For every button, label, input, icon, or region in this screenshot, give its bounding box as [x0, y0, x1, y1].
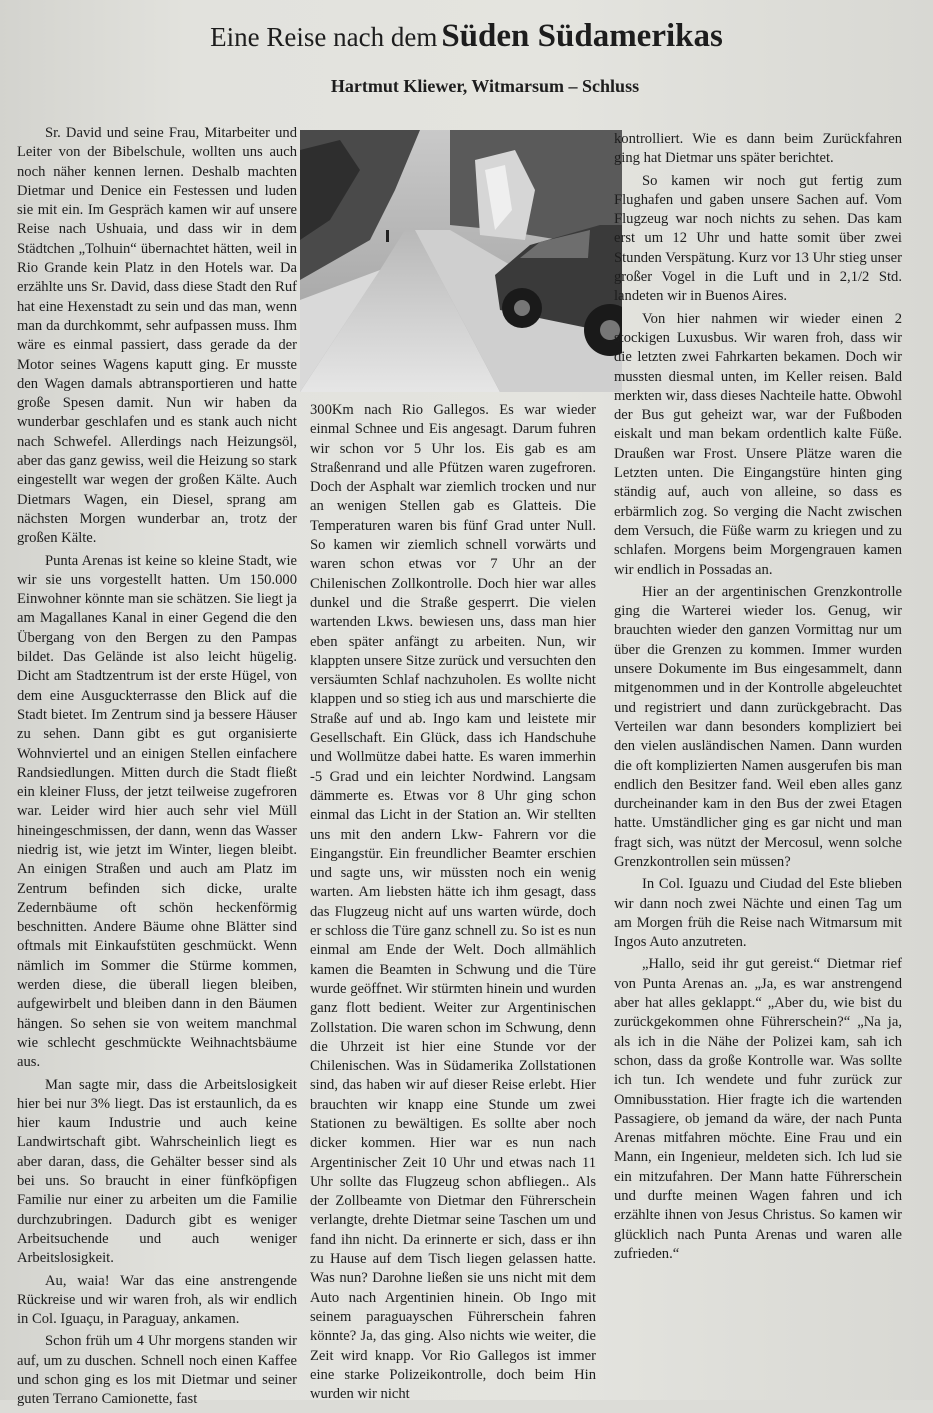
paragraph: 300Km nach Rio Gallegos. Es war wieder einmal Schnee und Eis angesagt. Darum fuhren wir schon vor 5 Uhr los. Eis gab es am Straßenrand und alle Pfützen waren zugefroren. Doch der Asphalt war ziemlich trocken und nur an wenigen Stellen gab es Glatteis. Die Temperaturen waren bis fünf Grad unter Null. So kamen wir ziemlich schnell vorwärts und waren schon etwas vor 7 Uhr an der Chilenischen Zollkontrolle. Doch hier war alles dunkel und die Straße gesperrt. Die vielen wartenden Lkws. bewiesen uns, dass man hier eben später anfängt zu arbeiten. Nun, wir klappten unsere Sitze zurück und versuchten den versäumten Schlaf nachzuholen. Es wollte nicht klappen und so stieg ich aus und marschierte die Straße auf und ab. Ingo kam und leistete mir Gesellschaft. Ein Glück, dass ich Handschuhe und Wollmütze dabei hatte. Es waren immerhin -5 Grad und ein leichter Nordwind. Langsam dämmerte es. Etwas vor 8 Uhr ging schon einmal das Licht in der Station an. Wir stellten uns mit den andern Lkw- Fahrern vor die Eingangstür. Ein freundlicher Beamter erschien und sagte uns, wir müssten noch ein wenig warten. Am liebsten hätte ich ihm gesagt, dass das Flugzeug nicht auf uns warten würde, doch er schloss die Türe ganz schnell zu. So ist es nun einmal am Ende der Welt. Doch allmählich kamen die Beamten in Schwung und die Türe wurde geöffnet. Wir stürmten hinein und wurden ganz flott bedient. Weiter zur Argentinischen Zollstation. Die waren schon im Schwung, denn die Uhrzeit ist hier eine Stunde vor der Chilenischen. Was in Südamerika Zollstationen sind, das haben wir auf dieser Reise erlebt. Hier brauchten wir knapp eine Stunde um zwei Stationen zu bewältigen. Es sollte aber noch dicker kommen. Hier war es nun nach Argentinischer Zeit 10 Uhr und etwas nach 11 Uhr sollte das Flugzeug schon abfliegen.. Als der Zollbeamte von Dietmar den Führerschein verlangte, drehte Dietmar seine Taschen um und fand ihn nicht. Da erinnerte er sich, dass er ihn zu Hause auf dem Tisch liegen gelassen hatte. Was nun? Darohne ließen sie uns nicht mit dem Auto nach Argentinien hinein. Ob Ingo mit seinem paraguayschen Führerschein fahren könnte? Ja, das ging. Also nichts wie weiter, die Zeit wird knapp. Vor Rio Gallegos ist immer eine starke Polizeikontrolle, doch beim Hin wurden wir nicht: [310, 402, 596, 1403]
paragraph: Sr. David und seine Frau, Mitarbeiter und Leiter von der Bibelschule, wollten uns auch noch näher kennen lernen. Deshalb machten Dietmar und Denice ein Festessen und luden sie mit ein. Im Gespräch kamen wir auf unsere Reise nach Ushuaia, und dass wir in dem Städtchen „Tolhuin“ übernachtet hätten, weil in Rio Grande kein Platz in den Hotels war. Da erzählte uns Sr. David, dass diese Stadt den Ruf hat eine Hexenstadt zu sein und das man, wenn man da durchkommt, sehr aufpassen muss. Ihm wäre es einmal passiert, dass gerade da der Motor seines Wagens kaputt ging. Er musste den Wagen damals abtransportieren und hatte große Spesen damit. Nun wir haben da wunderbar geschlafen und es stank auch nicht nach Schwefel. Allerdings nach Heizungsöl, aber das ganz gewiss, weil die Heizung so stark eingestellt war wegen der großen Kälte. Auch Dietmars Wagen, ein Diesel, sprang am nächsten Morgen wunderbar an, trotz der großen Kälte.: [17, 125, 297, 547]
paragraph: Punta Arenas ist keine so kleine Stadt, wie wir sie uns vorgestellt hatten. Um 150.000 Einwohner könnte man sie schätzen. Sie liegt ja am Magallanes Kanal in einer Gegend die den Übergang von den Bergen zu den Pampas bildet. Das Gelände ist also leicht hügelig. Dicht am Stadtzentrum ist der erste Hügel, von dem eine Ausguckterrasse den Blick auf die Stadt bietet. Im Zentrum sind ja bessere Häuser zu sehen. Dann gibt es gut organisierte Wohnviertel und an einigen Stellen einfachere Randsiedlungen. Mitten durch die Stadt fließt ein kleiner Fluss, der jetzt teilweise zugefroren war. Leider wird hier auch sehr viel Müll hineingeschmissen, der dann, wenn das Wasser niedrig ist, wie jetzt im Winter, liegen bleibt. An einigen Straßen und auch am Platz im Zentrum befinden sich dicke, uralte Zedernbäume oft schön heckenförmig beschnitten. Andere Bäume ohne Blätter sind oftmals mit Einkaufstüten geschmückt. Wenn nämlich im Sommer die Stürme kommen, werden diese, die überall liegen bleiben, aufgewirbelt und bleiben dann in den Bäumen hängen. So sehen sie von weitem manchmal wie schlecht geschmückte Weihnachtsbäume aus.: [17, 552, 297, 1071]
text-column-2: [310, 401, 596, 1407]
paragraph: Von hier nahmen wir wieder einen 2 stockigen Luxusbus. Wir waren froh, dass wir die letzten zwei Fahrkarten bekamen. Doch wir mussten diesmal unten, im Keller reisen. Bald merkten wir, dass dieses Nachteile hatte. Obwohl der Bus gut geheizt war, war der Fußboden eiskalt und man bekam ordentlich kalte Füße. Draußen war Frost. Unsere Plätze waren die Letzten unten. Die Eingangstüre hinten ging ständig auf, auch von alleine, so dass es erbärmlich zog. So verging die Nacht zwischen dem Versuch, die Füße warm zu kriegen und zu schlafen. Morgens beim Morgengrauen kamen wir endlich in Possadas an.: [614, 310, 902, 578]
title-light: Eine Reise nach dem: [210, 22, 438, 52]
paragraph: Schon früh um 4 Uhr morgens standen wir auf, um zu duschen. Schnell noch einen Kaffee und schon ging es los mit Dietmar und seiner guten Terrano Camionette, fast: [17, 1333, 297, 1408]
paragraph: „Hallo, seid ihr gut gereist.“ Dietmar rief von Punta Arenas an. „Ja, es war anstrengend aber hat alles geklappt.“ „Aber du, wie bist du zurückgekommen ohne Führerschein?“ „Na ja, als ich in die Nähe der Polizei kam, sah ich schon, dass da große Kontrolle war. Was sollte ich tun. Ich wendete und fuhr zurück zur Omnibusstation. Hier fragte ich die wartenden Passagiere, ob jemand da wäre, der nach Punta Arenas mitfahren möchte. Eine Frau und ein Mann, ein Ingenieur, meldeten sich. Ich lud sie ein mitzufahren. Der Mann hatte Führerschein und durfte meinen Wagen fahren und ich erzählte ihnen von Jesus Christus. So kamen wir glücklich nach Punta Arenas und waren alle zufrieden.“: [614, 956, 902, 1262]
paragraph: Hier an der argentinischen Grenzkontrolle ging die Warterei wieder los. Genug, wir brauchten wieder den ganzen Vormittag nur um über die Grenzen zu kommen. Immer wurden unsere Dokumente im Bus eingesammelt, dann mitgenommen und in der Kontrolle abgeleuchtet und registriert und dann zurückgebracht. Das Verteilen war dann besonders kompliziert bei den vielen ausländischen Namen. Dann wurden die oft komplizierten Namen ausgerufen bis man endlich den Besitzer fand. Weil eben alles ganz durcheinander kam in den Bus der zwei Etagen hatte. Umständlicher ging es gar nicht und man fragt sich, was nützt der Mercosul, wenn solche Grenzkontrollen sein müssen?: [614, 583, 902, 870]
paragraph: So kamen wir noch gut fertig zum Flughafen und gaben unsere Sachen auf. Vom Flugzeug war noch nichts zu sehen. Das kam erst um 12 Uhr und hatte somit über zwei Stunden Verspätung. Kurz vor 13 Uhr stieg unser großer Vogel in die Luft und in 2,1/2 Std. landeten wir in Buenos Aires.: [614, 172, 902, 305]
article-byline: Hartmut Kliewer, Witmarsum – Schluss: [330, 76, 640, 96]
text-column-3: [614, 130, 902, 1267]
paragraph: Man sagte mir, dass die Arbeitslosigkeit hier bei nur 3% liegt. Das ist erstaunlich, da es hier kaum Industrie und auch keine Landwirtschaft gibt. Wahrscheinlich liegt es aber daran, dass, die Gehälter besser sind als bei uns. So braucht in einer fünfköpfigen Familie nur einer zu arbeiten um die Familie durchzubringen. Dadurch gibt es weniger Arbeitsuchende und auch weniger Arbeitslosigkeit.: [17, 1076, 297, 1267]
text-column-1: [17, 124, 297, 1413]
paragraph: In Col. Iguazu und Ciudad del Este blieben wir dann noch zwei Nächte und einen Tag um am Morgen früh die Reise nach Witmarsum mit Ingos Auto anzutreten.: [614, 876, 902, 951]
title-bold: Süden Südamerikas: [441, 18, 723, 54]
paragraph: kontrolliert. Wie es dann beim Zurückfahren ging hat Dietmar uns später berichtet.: [614, 131, 902, 167]
snowy-road-with-car-photo: [300, 130, 622, 392]
paragraph: Au, waia! War das eine anstrengende Rückreise und wir waren froh, als wir endlich in Col. Iguaçu, in Paraguay, ankamen.: [17, 1272, 297, 1328]
article-title: [0, 18, 933, 55]
